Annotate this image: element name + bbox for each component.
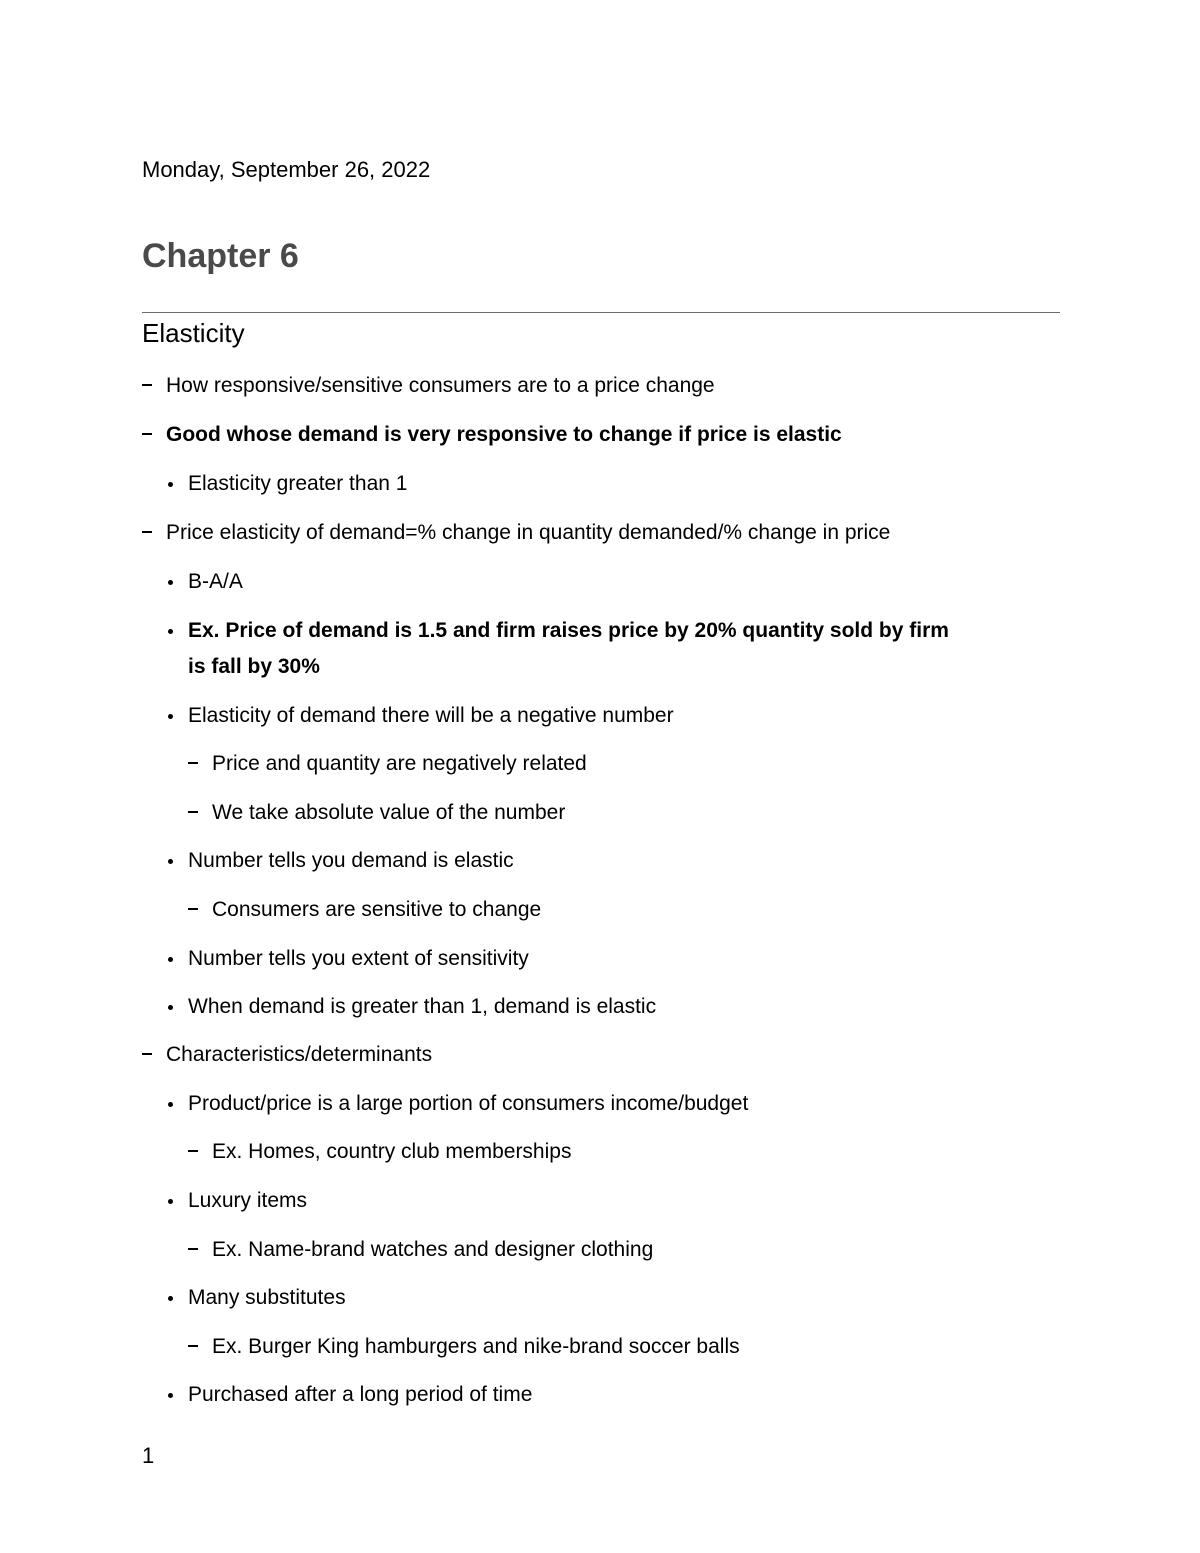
page-number: 1: [142, 1443, 155, 1468]
list-item: When demand is greater than 1, demand is elastic: [188, 995, 657, 1018]
page-date: Monday, September 26, 2022: [142, 157, 431, 182]
list-item-continuation: is fall by 30%: [188, 655, 320, 678]
list-item: Ex. Burger King hamburgers and nike-brand soccer balls: [212, 1335, 740, 1358]
list-item: How responsive/sensitive consumers are to a price change: [166, 374, 715, 397]
list-item: Price elasticity of demand=% change in quantity demanded/% change in price: [166, 521, 891, 544]
list-item: Elasticity greater than 1: [188, 472, 408, 495]
list-item: Many substitutes: [188, 1286, 346, 1309]
list-item: Price and quantity are negatively related: [212, 752, 587, 775]
list-item: We take absolute value of the number: [212, 801, 566, 824]
list-item: Product/price is a large portion of consumers income/budget: [188, 1092, 749, 1115]
section-heading: Elasticity: [142, 318, 245, 348]
list-item: Ex. Name-brand watches and designer clothing: [212, 1238, 654, 1261]
list-item: Purchased after a long period of time: [188, 1383, 533, 1406]
list-item: Good whose demand is very responsive to change if price is elastic: [166, 423, 842, 446]
list-item: Number tells you demand is elastic: [188, 849, 514, 872]
list-item: Ex. Price of demand is 1.5 and firm raises price by 20% quantity sold by firm: [188, 619, 949, 642]
list-item: Elasticity of demand there will be a negative number: [188, 704, 674, 727]
title-divider: [142, 312, 1060, 313]
list-item: B-A/A: [188, 570, 243, 593]
list-item: Number tells you extent of sensitivity: [188, 947, 529, 970]
list-item: Luxury items: [188, 1189, 308, 1212]
list-item: Consumers are sensitive to change: [212, 898, 542, 921]
list-item: Characteristics/determinants: [166, 1043, 433, 1066]
page-title: Chapter 6: [142, 237, 299, 275]
list-item: Ex. Homes, country club memberships: [212, 1140, 572, 1163]
